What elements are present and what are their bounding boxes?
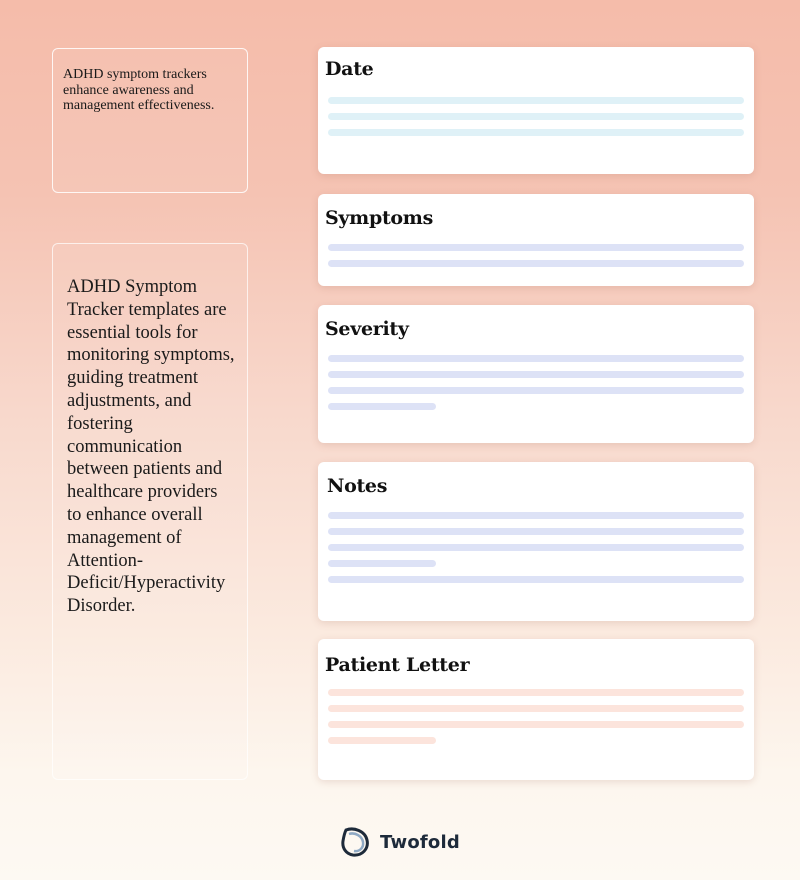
placeholder-line <box>328 721 744 728</box>
brand-logo <box>340 826 460 858</box>
placeholder-line <box>328 113 744 120</box>
placeholder-line <box>328 387 744 394</box>
date-title: Date <box>325 58 374 80</box>
placeholder-line <box>328 355 744 362</box>
placeholder-line <box>328 260 744 267</box>
brand-name: Twofold <box>380 831 460 853</box>
notes-card <box>318 462 754 621</box>
patient-letter-card <box>318 639 754 780</box>
twofold-logo-icon <box>340 826 370 858</box>
symptoms-card <box>318 194 754 286</box>
placeholder-line <box>328 737 436 744</box>
placeholder-line <box>328 371 744 378</box>
patient-letter-title: Patient Letter <box>325 654 470 676</box>
placeholder-line <box>328 689 744 696</box>
description-text: ADHD Symptom Tracker templates are essential tools for monitoring symptoms, guiding treatment adjustments, and fostering communication between patients and healthcare providers to enhance overall management of Attention-Deficit/Hyperactivity Disorder. <box>67 277 235 617</box>
placeholder-line <box>328 129 744 136</box>
description-box <box>52 243 248 780</box>
symptoms-title: Symptoms <box>325 207 434 229</box>
date-card <box>318 47 754 174</box>
summary-text: ADHD symptom trackers enhance awareness and management effectiveness. <box>63 67 215 113</box>
placeholder-line <box>328 528 744 535</box>
placeholder-line <box>328 97 744 104</box>
placeholder-line <box>328 560 436 567</box>
placeholder-line <box>328 244 744 251</box>
summary-box <box>52 48 248 193</box>
placeholder-line <box>328 512 744 519</box>
severity-title: Severity <box>325 318 409 340</box>
placeholder-line <box>328 705 744 712</box>
placeholder-line <box>328 576 744 583</box>
placeholder-line <box>328 403 436 410</box>
severity-card <box>318 305 754 443</box>
notes-title: Notes <box>327 475 388 497</box>
placeholder-line <box>328 544 744 551</box>
